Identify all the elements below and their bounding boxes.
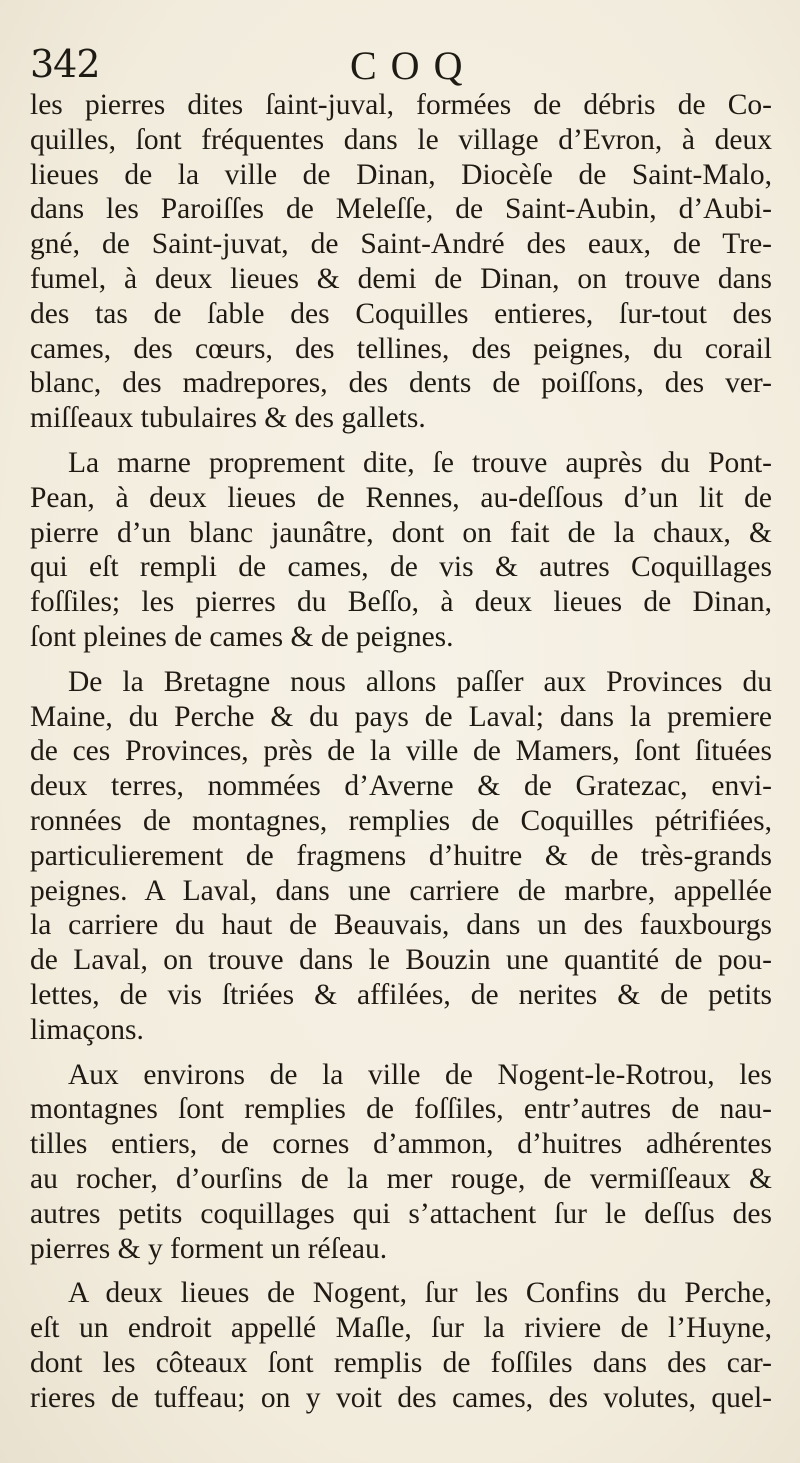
text-line: de Laval, on trouve dans le Bouzin une quantité de pou- [30,944,772,977]
text-line: Pean, à deux lieues de Rennes, au-deſſous d’un lit de [30,481,772,514]
text-line: ſont pleines de cames & de peignes. [30,620,454,653]
text-line: la carriere du haut de Beauvais, dans un des fauxbourgs [30,909,772,942]
page-header [30,42,775,92]
text-line: A deux lieues de Nogent, ſur les Confins du Perche, [68,1277,772,1310]
page-number: 342 [30,42,100,86]
text-line: peignes. A Laval, dans une carriere de marbre, appellée [30,874,772,907]
text-line: Aux environs de la ville de Nogent-le-Rotrou, les [68,1058,772,1091]
text-line: fumel, à deux lieues & demi de Dinan, on trouve dans [30,262,772,295]
text-line: autres petits coquillages qui s’attachent ſur le deſſus des [30,1197,772,1230]
text-line: au rocher, d’ourſins de la mer rouge, de vermiſſeaux & [30,1162,772,1195]
text-line: tilles entiers, de cornes d’ammon, d’huitres adhérentes [30,1128,772,1161]
text-line: gné, de Saint-juvat, de Saint-André des eaux, de Tre- [30,228,772,261]
text-line: blanc, des madrepores, des dents de poiſſons, des ver- [30,367,772,400]
text-line: foſſiles; les pierres du Beſſo, à deux lieues de Dinan, [30,586,772,619]
paragraph [30,88,772,436]
text-line: limaçons. [30,1013,144,1046]
paragraph [30,446,772,655]
text-line: de ces Provinces, près de la ville de Mamers, ſont ſituées [30,735,772,768]
text-line: pierres & y forment un réſeau. [30,1232,388,1265]
text-line: dans les Paroiſſes de Meleſſe, de Saint-Aubin, d’Aubi- [30,193,772,226]
text-line: Maine, du Perche & du pays de Laval; dans la premiere [30,700,772,733]
paragraph [30,1058,772,1267]
text-line: montagnes ſont remplies de foſſiles, entr’autres de nau- [30,1093,772,1126]
text-line: La marne proprement dite, ſe trouve auprès du Pont- [68,446,772,479]
text-line: rieres de tuffeau; on y voit des cames, des volutes, quel- [30,1381,772,1414]
text-line: pierre d’un blanc jaunâtre, dont on fait de la chaux, & [30,516,772,549]
text-line: particulierement de fragmens d’huitre & de très-grands [30,839,772,872]
text-line: dont les côteaux ſont remplis de foſſiles dans des car- [30,1346,772,1379]
text-line: cames, des cœurs, des tellines, des peignes, du corail [30,332,772,365]
text-line: ronnées de montagnes, remplies de Coquilles pétrifiées, [30,804,772,837]
text-line: les pierres dites ſaint-juval, formées de débris de Co- [30,89,772,121]
text-line: des tas de ſable des Coquilles entieres, ſur-tout des [30,297,772,330]
text-line: lettes, de vis ſtriées & affilées, de nerites & de petits [30,978,772,1011]
text-line: De la Bretagne nous allons paſſer aux Provinces du [68,665,772,698]
paragraph [30,1276,772,1415]
running-head: COQ [350,43,477,88]
text-line: eſt un endroit appellé Maſle, ſur la riviere de l’Huyne, [30,1312,772,1345]
text-line: qui eſt rempli de cames, de vis & autres Coquillages [30,551,772,584]
text-line: deux terres, nommées d’Averne & de Gratezac, envi- [30,770,772,803]
text-line: lieues de la ville de Dinan, Diocèſe de Saint-Malo, [30,158,772,191]
paragraph [30,665,772,1048]
text-line: miſſeaux tubulaires & des gallets. [30,402,426,435]
text-line: quilles, ſont fréquentes dans le village d’Evron, à deux [30,123,772,156]
body-text [30,88,772,1425]
